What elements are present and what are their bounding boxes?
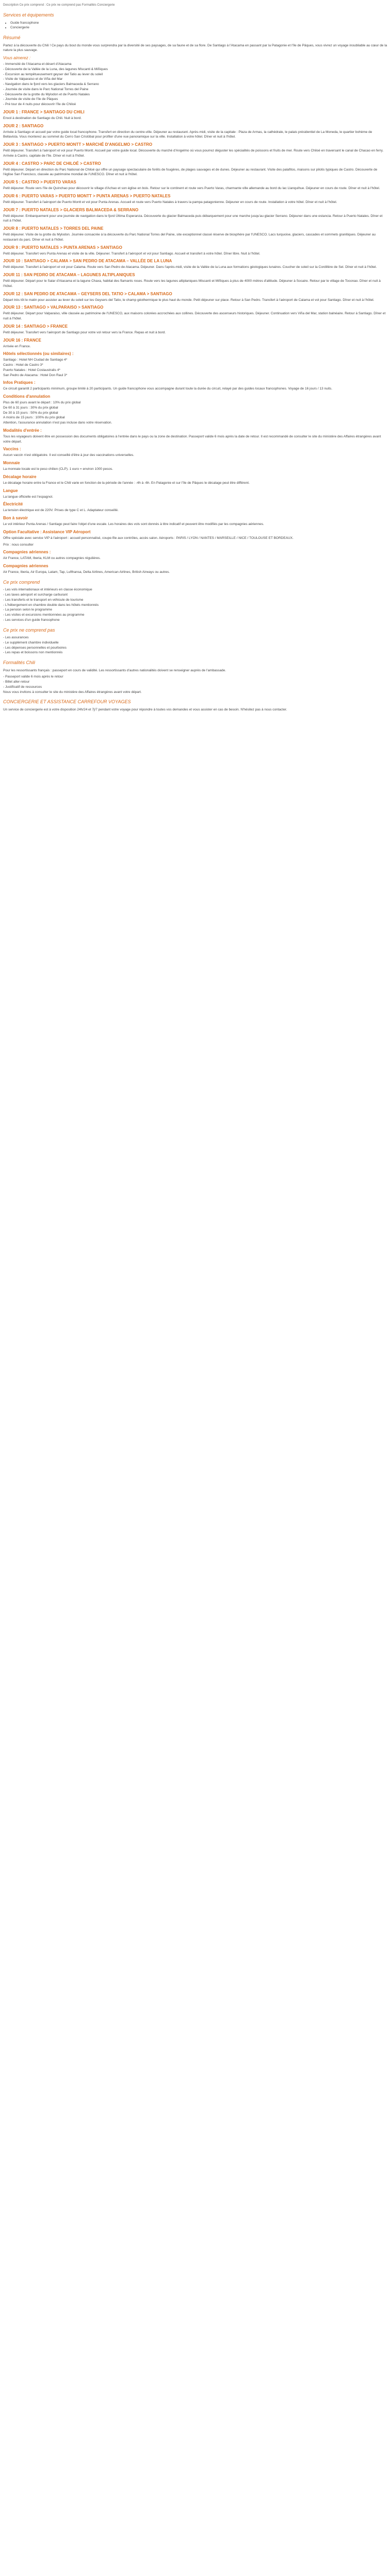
infos-section: [3, 380, 388, 392]
conditions-section: [3, 394, 388, 426]
resume-text: Partez à la découverte du Chili ! Ce pays du bout du monde vous surprendra par la diversité de ses paysages, de sa faune et de sa flore. De Santiago à l'Atacama en passant par la Patagonie et l'île de Pâques, vous vivrez un voyage inoubliable au cœur de la nature la plus sauvage.: [3, 43, 387, 53]
compagnies2-title: Compagnies aériennes: [3, 564, 48, 568]
langue-text: La langue officielle est l'espagnol.: [3, 495, 53, 499]
prix-ne-comprend-title: Ce prix ne comprend pas: [3, 627, 55, 633]
electricite-title: Électricité: [3, 502, 23, 507]
day-16: [3, 337, 388, 349]
list-item: - Les assurances: [3, 636, 29, 639]
compagnies-text: Air France, LATAM, Iberia, KLM ou autres compagnies régulières.: [3, 556, 101, 561]
day-title: JOUR 4 : CASTRO > PARC DE CHILOÉ > CASTRO: [3, 161, 101, 166]
resume-title: Résumé: [3, 35, 21, 40]
highlights-title: Vous aimerez :: [3, 56, 31, 60]
infos-title: Infos Pratiques :: [3, 380, 36, 385]
electricite-section: [3, 501, 388, 513]
day-text: Petit déjeuner. Visite de la grotte du Mylodon. Journée consacrée à la découverte du Parc National Torres del Paine, site exceptionnel classé réserve de biosphère par l'UNESCO. Lacs turquoise, glaciers, cascades et sommets granitiques. Déjeuner au restaurant du parc. Dîner et nuit à l'hôtel.: [3, 233, 376, 242]
formalites-text: Pour les ressortissants français : passeport en cours de validité. Les ressortissants d'autres nationalités doivent se renseigner auprès de l'ambassade.: [3, 668, 226, 672]
day-3: [3, 142, 388, 159]
vaccins-text: Aucun vaccin n'est obligatoire. Il est conseillé d'être à jour des vaccinations universelles.: [3, 453, 134, 457]
day-title: JOUR 2 : SANTIAGO: [3, 123, 44, 128]
day-title: JOUR 8 : PUERTO NATALES > TORRES DEL PAINE: [3, 226, 104, 231]
day-6: [3, 193, 388, 205]
day-8: [3, 226, 388, 243]
modalites-text: Tous les voyageurs doivent être en possession des documents obligatoires à l'entrée dans le pays ou la zone de destination. Passeport valide 6 mois après la date de retour. Il est recommandé de consulter le site du ministère des Affaires étrangères avant votre départ.: [3, 434, 381, 444]
list-item: - Pré tour de 4 nuits pour découvrir l'île de Chiloé: [3, 103, 76, 106]
day-text: Arrivée en France.: [3, 344, 31, 348]
list-item: - Immensité de l'Atacama et désert d'Atacama: [3, 62, 72, 66]
day-title: JOUR 6 : PUERTO VARAS > PUERTO MONTT > PUNTA ARENAS > PUERTO NATALES: [3, 193, 171, 198]
infos-text: Ce circuit garantit 2 participants minimum, groupe limité à 20 participants. Un guide francophone vous accompagne durant toute la durée du circuit, relayé par des guides locaux francophones. Voyage de 16 jours / 13 nuits.: [3, 387, 333, 391]
formalites-section: [3, 668, 388, 695]
list-item: - Visite de Valparaiso et de Viña del Mar: [3, 77, 63, 81]
day-text: Petit déjeuner. Transfert à l'aéroport et vol pour Puerto Montt. Accueil par votre guide local. Découverte du marché d'Angelmo où vous pourrez déguster les spécialités de poissons et fruits de mer. Route vers Chiloé en traversant le canal de Chacao en ferry. Arrivée à Castro, capitale de l'île. Dîner et nuit à l'hôtel.: [3, 149, 384, 158]
hotels-section: [3, 351, 388, 378]
list-item: Puerto Natales : Hotel Costaustralis 4*: [3, 368, 60, 372]
formalites-note: Nous vous invitons à consulter le site du ministère des Affaires étrangères avant votre départ.: [3, 690, 142, 694]
compagnies-section: [3, 549, 388, 561]
list-item: - Justificatif de ressources: [3, 685, 42, 689]
day-14: [3, 324, 388, 335]
decalage-title: Décalage horaire: [3, 474, 37, 479]
list-item: • Conciergerie: [10, 25, 388, 30]
compagnies2-section: [3, 563, 388, 575]
list-item: - Excursion au tempêtueusement geyser del Tatio au lever du soleil: [3, 72, 103, 76]
list-item: - Journée de visite de l'île de Pâques: [3, 97, 58, 101]
langue-title: Langue: [3, 488, 18, 493]
list-item: De 60 à 31 jours : 30% du prix global: [3, 405, 58, 410]
option-price: Prix : nous consulter: [3, 543, 34, 547]
list-item: - Navigation dans le fjord vers les glaciers Balmaceda & Serrano: [3, 82, 99, 86]
monnaie-section: [3, 460, 388, 472]
monnaie-text: La monnaie locale est le peso chilien (CLP). 1 euro = environ 1000 pesos.: [3, 467, 113, 471]
list-item: - Les dépenses personnelles et pourboires: [3, 646, 67, 650]
day-text: Petit déjeuner. Transfert à l'aéroport et vol pour Calama. Route vers San Pedro de Atacama. Déjeuner. Dans l'après-midi, visite de la Vallée de la Luna aux formations géologiques lunaires. Coucher de soleil sur la Cordillère de Sel. Dîner et nuit à l'hôtel.: [3, 265, 377, 269]
day-5: [3, 179, 388, 191]
modalites-title: Modalités d'entrée :: [3, 428, 42, 433]
decalage-section: [3, 474, 388, 486]
day-text: Petit déjeuner. Transfert vers Punta Arenas et visite de la ville. Déjeuner. Transfert à l'aéroport et vol pour Santiago. Accueil et transfert à votre hôtel. Dîner libre. Nuit à l'hôtel.: [3, 251, 260, 256]
day-12: [3, 291, 388, 303]
option-title: Option Facultative : Assistance VIP Aéroport: [3, 529, 91, 534]
day-7: [3, 207, 388, 224]
day-2: [3, 123, 388, 140]
conditions-title: Conditions d'annulation: [3, 394, 51, 399]
services-title: Services et équipements: [3, 12, 54, 18]
list-item: • Guide francophone: [10, 21, 388, 26]
day-title: JOUR 7 : PUERTO NATALES > GLACIERS BALMACEDA & SERRANO: [3, 207, 139, 212]
prix-ne-comprend-list: [3, 635, 388, 655]
bonasavoir-title: Bon à savoir: [3, 516, 28, 520]
day-text: Envol à destination de Santiago du Chili. Nuit à bord.: [3, 116, 82, 120]
decalage-text: Le décalage horaire entre la France et le Chili varie en fonction de la période de l'année : -4h à -6h. En Patagonie et sur l'île de Pâques le décalage peut être différent.: [3, 481, 250, 485]
day-title: JOUR 9 : PUERTO NATALES > PUNTA ARENAS > SANTIAGO: [3, 245, 122, 250]
list-item: - Journée de visite dans le Parc National Torres del Paine: [3, 87, 89, 91]
vaccins-section: [3, 446, 388, 458]
list-item: Attention, l'assurance annulation n'est pas incluse dans votre réservation.: [3, 421, 112, 425]
page: [0, 0, 391, 719]
list-item: San Pedro de Atacama : Hotel Don Raul 3*: [3, 373, 68, 377]
prix-comprend-list: [3, 587, 388, 622]
formalites-title: Formalités Chili: [3, 660, 36, 665]
compagnies-title: Compagnies aériennes :: [3, 550, 51, 555]
list-item: - Billet aller-retour: [3, 680, 30, 684]
list-item: - Passeport valide 6 mois après le retour: [3, 675, 63, 679]
services-list: [10, 21, 388, 31]
day-10: [3, 258, 388, 270]
list-item: - Les taxes aéroport et surcharge carburant: [3, 593, 68, 597]
langue-section: [3, 488, 388, 500]
compagnies2-text: Air France, Iberia, Air Europa, Latam, Tap, Lufthansa, Delta Airlines, American Airlines, British Airways ou autres.: [3, 570, 170, 574]
day-title: JOUR 14 : SANTIAGO > FRANCE: [3, 324, 68, 329]
highlights: [3, 55, 388, 107]
day-text: Petit déjeuner. Départ pour Valparaiso, ville classée au patrimoine de l'UNESCO, aux maisons colorées accrochées aux collines. Découverte des ascenseurs historiques. Déjeuner. Continuation vers Viña del Mar, station balnéaire. Retour à Santiago. Dîner et nuit à l'hôtel.: [3, 312, 386, 320]
option-section: [3, 529, 388, 548]
day-title: JOUR 13 : SANTIAGO > VALPARAISO > SANTIAGO: [3, 305, 104, 310]
conciergerie-text: Un service de conciergerie est à votre disposition 24h/24 et 7j/7 pendant votre voyage pour répondre à toutes vos demandes et vous assister en cas de besoin. N'hésitez pas à nous contacter.: [3, 707, 287, 711]
day-title: JOUR 16 : FRANCE: [3, 337, 41, 343]
list-item: - Les visites et excursions mentionnées au programme: [3, 613, 85, 617]
electricite-text: La tension électrique est de 220V. Prises de type C et L. Adaptateur conseillé.: [3, 509, 119, 513]
day-13: [3, 304, 388, 321]
list-item: - L'hébergement en chambre double dans les hôtels mentionnés: [3, 603, 99, 607]
list-item: De 30 à 15 jours : 50% du prix global: [3, 411, 58, 415]
day-title: JOUR 3 : SANTIAGO > PUERTO MONTT > MARCHÉ D'ANGELMO > CASTRO: [3, 142, 153, 147]
day-text: Petit déjeuner. Route vers l'île de Quinchao pour découvrir le village d'Achao et son église en bois. Retour sur le continent et route vers Puerto Varas, charmante ville allemande au bord du lac Llanquihue. Déjeuner en cours de route. Dîner et nuit à l'hôtel.: [3, 187, 380, 190]
day-11: [3, 272, 388, 289]
day-9: [3, 245, 388, 257]
day-text: Petit déjeuner. Départ pour le Salar d'Atacama et la lagune Chaxa, habitat des flamants roses. Route vers les lagunes altiplaniques Miscanti et Miñiques à plus de 4000 mètres d'altitude. Déjeuner à Socaire. Retour par le village de Toconao. Dîner et nuit à l'hôtel.: [3, 279, 381, 288]
vaccins-title: Vaccins :: [3, 447, 21, 452]
itinerary: [3, 109, 388, 349]
prix-comprend-title: Ce prix comprend: [3, 579, 40, 585]
day-1: [3, 109, 388, 121]
list-item: Plus de 60 jours avant le départ : 10% du prix global: [3, 401, 81, 404]
list-item: - Les transferts et le transport en véhicule de tourisme: [3, 598, 84, 602]
day-text: Petit déjeuner. Embarquement pour une journée de navigation dans le fjord Última Esperanza. Découverte du glacier Balmaceda puis débarquement pour une marche jusqu'au glacier Serrano. Déjeuner dans une estancia. Retour à Puerto Natales. Dîner et nuit à l'hôtel.: [3, 214, 383, 223]
day-title: JOUR 12 : SAN PEDRO DE ATACAMA – GEYSERS DEL TATIO > CALAMA > SANTIAGO: [3, 291, 172, 296]
bonasavoir-text: Le vol intérieur Punta Arenas / Santiago peut faire l'objet d'une escale. Les horaires des vols sont donnés à titre indicatif et peuvent être modifiés par les compagnies aériennes.: [3, 522, 264, 526]
monnaie-title: Monnaie: [3, 461, 20, 465]
conciergerie-title: CONCIERGERIE ET ASSISTANCE CARREFOUR VOYAGES: [3, 699, 131, 705]
day-4: [3, 161, 388, 178]
list-item: Santiago : Hotel NH Ciudad de Santiago 4*: [3, 358, 68, 362]
modalites-section: [3, 428, 388, 445]
option-text: Offre spéciale avec service VIP à l'aéroport : accueil personnalisé, coupe-file aux contrôles, accès salon. Aéroports : PARIS / LYON / NANTES / MARSEILLE / NICE / TOULOUSE ET BORDEAUX.: [3, 536, 294, 540]
day-title: JOUR 10 : SANTIAGO > CALAMA > SAN PEDRO DE ATACAMA – VALLÉE DE LA LUNA: [3, 259, 172, 264]
list-item: - Découverte de la Vallée de la Luna, des lagunes Miscanti & Miñiques: [3, 67, 108, 71]
list-item: - Découverte de la grotte du Mylodon et de Puerto Natales: [3, 92, 90, 96]
breadcrumb: Description Ce prix comprend : Ce prix ne comprend pas Formalités Conciergerie: [3, 4, 115, 7]
day-text: Petit déjeuner. Transfert vers l'aéroport de Santiago pour votre vol retour vers la France. Repas et nuit à bord.: [3, 330, 166, 334]
day-title: JOUR 11 : SAN PEDRO DE ATACAMA – LAGUNES ALTIPLANIQUES: [3, 273, 135, 277]
bonasavoir-section: [3, 515, 388, 527]
list-item: - La pension selon le programme: [3, 608, 53, 612]
list-item: A moins de 15 jours : 100% du prix global: [3, 416, 65, 420]
list-item: Castro : Hotel de Castro 3*: [3, 363, 43, 367]
day-text: Départ très tôt le matin pour assister au lever du soleil sur les Geysers del Tatio, le champ géothermique le plus haut du monde. Petit déjeuner sur place. Retour à San Pedro. Transfert à l'aéroport de Calama et vol pour Santiago. Dîner et nuit à l'hôtel.: [3, 298, 374, 302]
day-text: Petit déjeuner. Transfert à l'aéroport de Puerto Montt et vol pour Punta Arenas. Accueil et route vers Puerto Natales à travers la pampa patagonienne. Déjeuner en cours de route. Installation à votre hôtel. Dîner et nuit à l'hôtel.: [3, 200, 337, 204]
list-item: - Les repas et boissons non mentionnés: [3, 651, 63, 655]
hotels-title: Hôtels sélectionnés (ou similaires) :: [3, 351, 74, 357]
list-item: - Le supplément chambre individuelle: [3, 640, 59, 645]
day-title: JOUR 1 : FRANCE > SANTIAGO DU CHILI: [3, 109, 85, 114]
list-item: - Les services d'un guide francophone: [3, 618, 60, 622]
list-item: - Les vols internationaux et intérieurs en classe économique: [3, 588, 92, 592]
day-text: Arrivée à Santiago et accueil par votre guide local francophone. Transfert en direction du centre-ville. Déjeuner au restaurant. Après-midi, visite de la capitale : Plaza de Armas, la cathédrale, le palais présidentiel de La Moneda, le quartier bohème de Bellavista. Vous monterez au sommet du Cerro San Cristóbal pour profiter d'une vue panoramique sur la ville. Installation à votre hôtel. Dîner et nuit à l'hôtel.: [3, 130, 372, 139]
day-title: JOUR 5 : CASTRO > PUERTO VARAS: [3, 180, 76, 184]
day-text: Petit déjeuner. Départ en direction du Parc National de Chiloé qui offre un paysage spectaculaire de forêts de fougères, de plages sauvages et de dunes. Déjeuner au restaurant. Visite des palafitos, maisons sur pilotis typiques de Castro. Découverte de l'église San Francisco, classée au patrimoine mondial de l'UNESCO. Dîner et nuit à l'hôtel.: [3, 167, 378, 177]
